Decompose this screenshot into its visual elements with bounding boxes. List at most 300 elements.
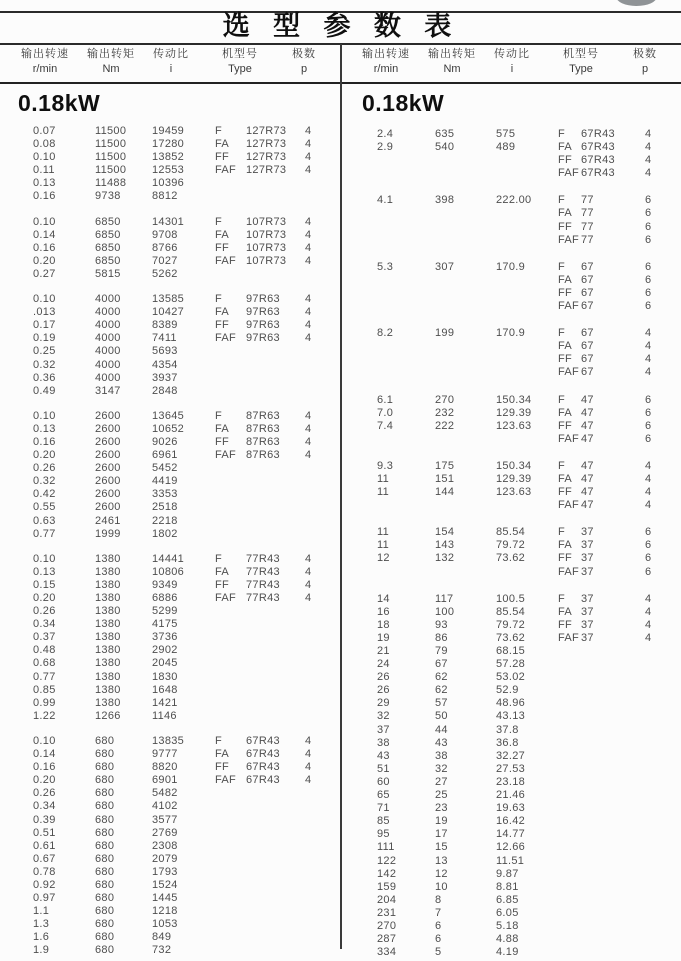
type-prefix-cell: FA	[215, 228, 230, 241]
speed-cell: 0.10	[33, 552, 56, 565]
table-row	[33, 293, 341, 306]
torque-cell: 2600	[95, 488, 121, 501]
poles-cell: 6	[645, 552, 652, 565]
speed-cell: 0.13	[33, 422, 56, 435]
table-row	[377, 606, 681, 619]
ratio-cell: 4354	[152, 358, 178, 371]
ratio-cell: 575	[496, 128, 516, 140]
header-label: 输出转矩	[87, 48, 135, 60]
torque-cell: 5	[435, 946, 442, 959]
torque-cell: 132	[435, 552, 455, 565]
ratio-cell: 4.88	[496, 933, 519, 946]
torque-cell: 398	[435, 194, 455, 207]
table-row	[33, 866, 341, 879]
type-model-cell: 97R63	[246, 319, 280, 332]
ratio-cell: 849	[152, 931, 172, 944]
speed-cell: 0.77	[33, 527, 56, 540]
ratio-cell: 5262	[152, 267, 178, 280]
poles-cell: 4	[305, 761, 312, 774]
poles-cell: 4	[645, 167, 652, 180]
table-row	[33, 761, 341, 774]
torque-cell: 2600	[95, 449, 121, 462]
torque-cell: 680	[95, 878, 115, 891]
row-group	[377, 261, 681, 313]
row-group	[377, 194, 681, 246]
ratio-cell: 4175	[152, 618, 178, 631]
header-unit: p	[641, 63, 649, 75]
poles-cell: 4	[305, 332, 312, 345]
header-unit: Type	[228, 63, 252, 75]
speed-cell: 231	[377, 906, 397, 919]
type-model-cell: 37	[581, 552, 594, 565]
ratio-cell: 6.85	[496, 893, 519, 906]
ratio-cell: 1146	[152, 709, 177, 722]
ratio-cell: 6961	[152, 449, 178, 462]
table-row	[377, 261, 681, 274]
speed-cell: 95	[377, 828, 390, 841]
speed-cell: 1.1	[33, 905, 50, 918]
speed-cell: 0.39	[33, 813, 56, 826]
torque-cell: 680	[95, 865, 115, 878]
ratio-cell: 10396	[152, 177, 185, 190]
speed-cell: 0.68	[33, 657, 56, 670]
ratio-cell: 170.9	[496, 327, 526, 340]
torque-cell: 680	[95, 800, 115, 813]
poles-cell: 4	[305, 748, 312, 761]
torque-cell: 2600	[95, 501, 121, 514]
type-model-cell: 67R43	[581, 128, 615, 140]
header-unit: Nm	[443, 63, 461, 75]
type-model-cell: 37	[581, 618, 594, 631]
table-row	[377, 920, 681, 933]
torque-cell: 67	[435, 658, 448, 671]
ratio-cell: 43.13	[496, 710, 526, 723]
ratio-cell: 1524	[152, 878, 178, 891]
ratio-cell: 14301	[152, 215, 185, 228]
poles-cell: 6	[645, 432, 652, 445]
ratio-cell: 27.53	[496, 762, 526, 775]
torque-cell: 4000	[95, 319, 121, 332]
table-row	[33, 892, 341, 905]
speed-cell: 38	[377, 736, 390, 749]
table-row	[377, 645, 681, 658]
speed-cell: 0.61	[33, 839, 56, 852]
ratio-cell: 2848	[152, 384, 178, 397]
torque-cell: 17	[435, 828, 448, 841]
speed-cell: 65	[377, 789, 390, 802]
table-row	[33, 787, 341, 800]
ratio-cell: 489	[496, 141, 516, 154]
header-label: 输出转速	[21, 48, 69, 60]
ratio-cell: 8766	[152, 241, 178, 254]
speed-cell: 18	[377, 618, 390, 631]
table-row	[33, 177, 341, 190]
type-model-cell: 47	[581, 406, 594, 419]
table-row	[33, 255, 341, 268]
type-prefix-cell: FF	[215, 578, 230, 591]
ratio-cell: 48.96	[496, 697, 526, 710]
row-group	[377, 526, 681, 578]
ratio-cell: 6901	[152, 774, 178, 787]
row-group	[33, 410, 341, 541]
type-model-cell: 47	[581, 499, 594, 512]
table-row	[377, 221, 681, 234]
type-prefix-cell: FAF	[215, 254, 237, 267]
ratio-cell: 7027	[152, 254, 178, 267]
speed-cell: 11	[377, 486, 390, 499]
row-group	[33, 735, 341, 958]
table-row	[33, 618, 341, 631]
ratio-cell: 1053	[152, 918, 178, 931]
type-model-cell: 127R73	[246, 125, 287, 137]
type-model-cell: 77R43	[246, 565, 280, 578]
ratio-cell: 4102	[152, 800, 178, 813]
ratio-cell: 4419	[152, 475, 178, 488]
speed-cell: 0.34	[33, 618, 56, 631]
header-type	[208, 47, 272, 77]
poles-cell: 4	[305, 228, 312, 241]
speed-cell: 0.48	[33, 644, 56, 657]
ratio-cell: 52.9	[496, 684, 519, 697]
ratio-cell: 1648	[152, 683, 178, 696]
table-row	[377, 933, 681, 946]
table-row	[33, 216, 341, 229]
type-model-cell: 47	[581, 459, 594, 472]
torque-cell: 680	[95, 931, 115, 944]
type-prefix-cell: F	[215, 409, 223, 422]
ratio-cell: 36.8	[496, 736, 519, 749]
table-row	[377, 526, 681, 539]
torque-cell: 680	[95, 826, 115, 839]
speed-cell: 111	[377, 841, 395, 854]
type-prefix-cell: FF	[558, 286, 573, 299]
speed-cell: 0.42	[33, 488, 56, 501]
speed-cell: 1.9	[33, 944, 50, 957]
torque-cell: 1380	[95, 578, 121, 591]
torque-cell: 1380	[95, 657, 121, 670]
poles-cell: 6	[645, 419, 652, 432]
header-output-torque	[80, 47, 142, 77]
type-model-cell: 77	[581, 207, 594, 220]
speed-cell: 24	[377, 658, 390, 671]
speed-cell: 0.36	[33, 371, 56, 384]
poles-cell: 4	[305, 422, 312, 435]
table-row	[33, 631, 341, 644]
type-model-cell: 77	[581, 220, 594, 233]
torque-cell: 680	[95, 787, 115, 800]
speed-cell: 0.77	[33, 670, 56, 683]
type-prefix-cell: FA	[558, 273, 573, 286]
type-model-cell: 87R63	[246, 435, 280, 448]
table-row	[377, 207, 681, 220]
table-row	[33, 515, 341, 528]
row-group	[377, 460, 681, 512]
row-group	[377, 394, 681, 446]
table-row	[377, 539, 681, 552]
torque-cell: 680	[95, 813, 115, 826]
type-prefix-cell: F	[215, 734, 223, 747]
poles-cell: 6	[645, 406, 652, 419]
speed-cell: 51	[377, 762, 390, 775]
torque-cell: 25	[435, 789, 448, 802]
header-unit: r/min	[373, 63, 399, 75]
torque-cell: 680	[95, 761, 115, 774]
poles-cell: 4	[305, 409, 312, 422]
table-row	[377, 394, 681, 407]
type-prefix-cell: FA	[215, 306, 230, 319]
torque-cell: 19	[435, 815, 448, 828]
table-row	[33, 138, 341, 151]
speed-cell: 0.26	[33, 462, 56, 475]
type-model-cell: 67R43	[246, 774, 280, 787]
poles-cell: 4	[305, 241, 312, 254]
header-poles	[280, 47, 328, 77]
table-row	[33, 242, 341, 255]
ratio-cell: 150.34	[496, 393, 532, 406]
ratio-cell: 5482	[152, 787, 178, 800]
type-model-cell: 87R63	[246, 422, 280, 435]
torque-cell: 12	[435, 867, 448, 880]
torque-cell: 93	[435, 618, 448, 631]
table-row	[33, 735, 341, 748]
table-row	[377, 499, 681, 512]
type-prefix-cell: F	[215, 215, 223, 228]
ratio-cell: 123.63	[496, 486, 532, 499]
header-group-left	[0, 47, 340, 81]
table-row	[377, 802, 681, 815]
table-row	[377, 710, 681, 723]
type-model-cell: 47	[581, 393, 594, 406]
header-label: 传动比	[153, 48, 189, 60]
speed-cell: 334	[377, 946, 397, 959]
type-prefix-cell: FAF	[558, 366, 580, 379]
type-prefix-cell: FF	[558, 486, 573, 499]
page-curl-icon	[616, 0, 657, 6]
poles-cell: 4	[645, 141, 652, 154]
table-row	[33, 436, 341, 449]
torque-cell: 680	[95, 734, 115, 747]
ratio-cell: 12553	[152, 164, 185, 177]
ratio-cell: 73.62	[496, 631, 526, 644]
poles-cell: 4	[305, 164, 312, 177]
ratio-cell: 32.27	[496, 749, 526, 762]
torque-cell: 199	[435, 327, 455, 340]
torque-cell: 680	[95, 839, 115, 852]
table-left	[0, 85, 341, 961]
type-prefix-cell: F	[558, 393, 566, 406]
ratio-cell: 1802	[152, 527, 178, 540]
header-label: 输出转矩	[428, 48, 476, 60]
ratio-cell: 2902	[152, 644, 178, 657]
ratio-cell: 16.42	[496, 815, 526, 828]
table-row	[377, 789, 681, 802]
ratio-cell: 1421	[152, 696, 178, 709]
type-model-cell: 77	[581, 194, 594, 207]
power-heading-left: 0.18kW	[18, 90, 101, 116]
speed-cell: 0.20	[33, 774, 56, 787]
torque-cell: 6850	[95, 254, 121, 267]
torque-cell: 3147	[95, 384, 121, 397]
table-row	[377, 234, 681, 247]
table-row	[377, 353, 681, 366]
type-prefix-cell: FAF	[215, 449, 237, 462]
poles-cell: 4	[645, 472, 652, 485]
torque-cell: 6850	[95, 241, 121, 254]
torque-cell: 1380	[95, 670, 121, 683]
type-prefix-cell: FAF	[215, 332, 237, 345]
speed-cell: 0.10	[33, 293, 56, 306]
ratio-cell: 79.72	[496, 618, 526, 631]
ratio-cell: 3736	[152, 631, 178, 644]
poles-cell: 6	[645, 565, 652, 578]
page-title: 选 型 参 数 表	[222, 11, 459, 42]
table-row	[33, 905, 341, 918]
poles-cell: 4	[305, 449, 312, 462]
torque-cell: 13	[435, 854, 448, 867]
speed-cell: 0.20	[33, 449, 56, 462]
table-row	[377, 671, 681, 684]
torque-cell: 154	[435, 526, 455, 539]
table-row	[377, 658, 681, 671]
torque-cell: 270	[435, 393, 455, 406]
ratio-cell: 8812	[152, 190, 178, 203]
type-prefix-cell: FAF	[558, 233, 580, 246]
speed-cell: 0.16	[33, 241, 56, 254]
speed-cell: 43	[377, 749, 390, 762]
table-row	[33, 553, 341, 566]
ratio-cell: 6886	[152, 592, 178, 604]
type-model-cell: 67	[581, 327, 594, 340]
header-label: 机型号	[222, 48, 258, 60]
speed-cell: 60	[377, 775, 390, 788]
type-prefix-cell: F	[215, 293, 223, 306]
type-prefix-cell: F	[215, 552, 223, 565]
ratio-cell: 5452	[152, 462, 178, 475]
table-row	[33, 605, 341, 618]
type-model-cell: 47	[581, 419, 594, 432]
table-row	[33, 462, 341, 475]
speed-cell: 0.67	[33, 852, 56, 865]
torque-cell: 4000	[95, 371, 121, 384]
poles-cell: 4	[305, 151, 312, 164]
ratio-cell: 7411	[152, 332, 177, 345]
table-row	[33, 566, 341, 579]
torque-cell: 144	[435, 486, 455, 499]
type-prefix-cell: FA	[558, 539, 573, 552]
torque-cell: 23	[435, 802, 448, 815]
ratio-cell: 19459	[152, 125, 185, 137]
type-prefix-cell: FA	[558, 406, 573, 419]
speed-cell: 0.26	[33, 605, 56, 618]
type-prefix-cell: FA	[215, 565, 230, 578]
ratio-cell: 5299	[152, 605, 178, 618]
table-row	[377, 881, 681, 894]
row-group	[33, 216, 341, 281]
type-prefix-cell: FA	[558, 141, 573, 154]
poles-cell: 4	[305, 306, 312, 319]
poles-cell: 4	[645, 618, 652, 631]
type-prefix-cell: FF	[558, 552, 573, 565]
speed-cell: 0.37	[33, 631, 56, 644]
speed-cell: 2.4	[377, 128, 394, 140]
table-row	[33, 151, 341, 164]
torque-cell: 2600	[95, 475, 121, 488]
type-prefix-cell: FAF	[215, 592, 237, 604]
table-row	[377, 763, 681, 776]
table-row	[33, 748, 341, 761]
table-right	[341, 85, 681, 961]
header-ratio	[142, 47, 200, 77]
speed-cell: 71	[377, 802, 390, 815]
ratio-cell: 37.8	[496, 723, 519, 736]
type-model-cell: 127R73	[246, 151, 287, 164]
torque-cell: 307	[435, 260, 455, 273]
speed-cell: 19	[377, 631, 390, 644]
table-row	[33, 423, 341, 436]
ratio-cell: 53.02	[496, 671, 526, 684]
speed-cell: 29	[377, 697, 390, 710]
ratio-cell: 3577	[152, 813, 178, 826]
header-unit: Type	[569, 63, 593, 75]
torque-cell: 1380	[95, 565, 121, 578]
torque-cell: 540	[435, 141, 455, 154]
type-model-cell: 67	[581, 300, 594, 313]
table-row	[33, 944, 341, 957]
type-model-cell: 77	[581, 233, 594, 246]
table-row	[377, 566, 681, 579]
type-prefix-cell: FAF	[215, 774, 237, 787]
row-group	[33, 293, 341, 398]
type-model-cell: 47	[581, 486, 594, 499]
type-prefix-cell: F	[558, 194, 566, 207]
header-label: 机型号	[563, 48, 599, 60]
type-prefix-cell: F	[215, 125, 223, 137]
speed-cell: 0.14	[33, 748, 56, 761]
torque-cell: 44	[435, 723, 448, 736]
torque-cell: 1380	[95, 552, 121, 565]
table-row	[33, 592, 341, 605]
poles-cell: 4	[645, 154, 652, 167]
poles-cell: 4	[645, 366, 652, 379]
type-model-cell: 87R63	[246, 449, 280, 462]
poles-cell: 4	[305, 592, 312, 604]
table-left-rows	[0, 125, 341, 958]
type-prefix-cell: FAF	[558, 167, 580, 180]
type-prefix-cell: FF	[558, 353, 573, 366]
table-row	[33, 164, 341, 177]
speed-cell: 11	[377, 472, 390, 485]
row-group	[377, 593, 681, 960]
torque-cell: 6850	[95, 215, 121, 228]
table-row	[33, 644, 341, 657]
torque-cell: 27	[435, 775, 448, 788]
type-model-cell: 77R43	[246, 592, 280, 604]
table-right-rows	[341, 128, 681, 959]
poles-cell: 6	[645, 194, 652, 207]
type-model-cell: 107R73	[246, 241, 287, 254]
ratio-cell: 1218	[152, 905, 178, 918]
ratio-cell: 9708	[152, 228, 178, 241]
header-unit: Nm	[102, 63, 120, 75]
poles-cell: 6	[645, 273, 652, 286]
header-output-speed	[12, 47, 78, 77]
table-row	[33, 931, 341, 944]
table-row	[33, 345, 341, 358]
type-model-cell: 97R63	[246, 293, 280, 306]
poles-cell: 6	[645, 207, 652, 220]
torque-cell: 4000	[95, 345, 121, 358]
row-group	[33, 125, 341, 204]
